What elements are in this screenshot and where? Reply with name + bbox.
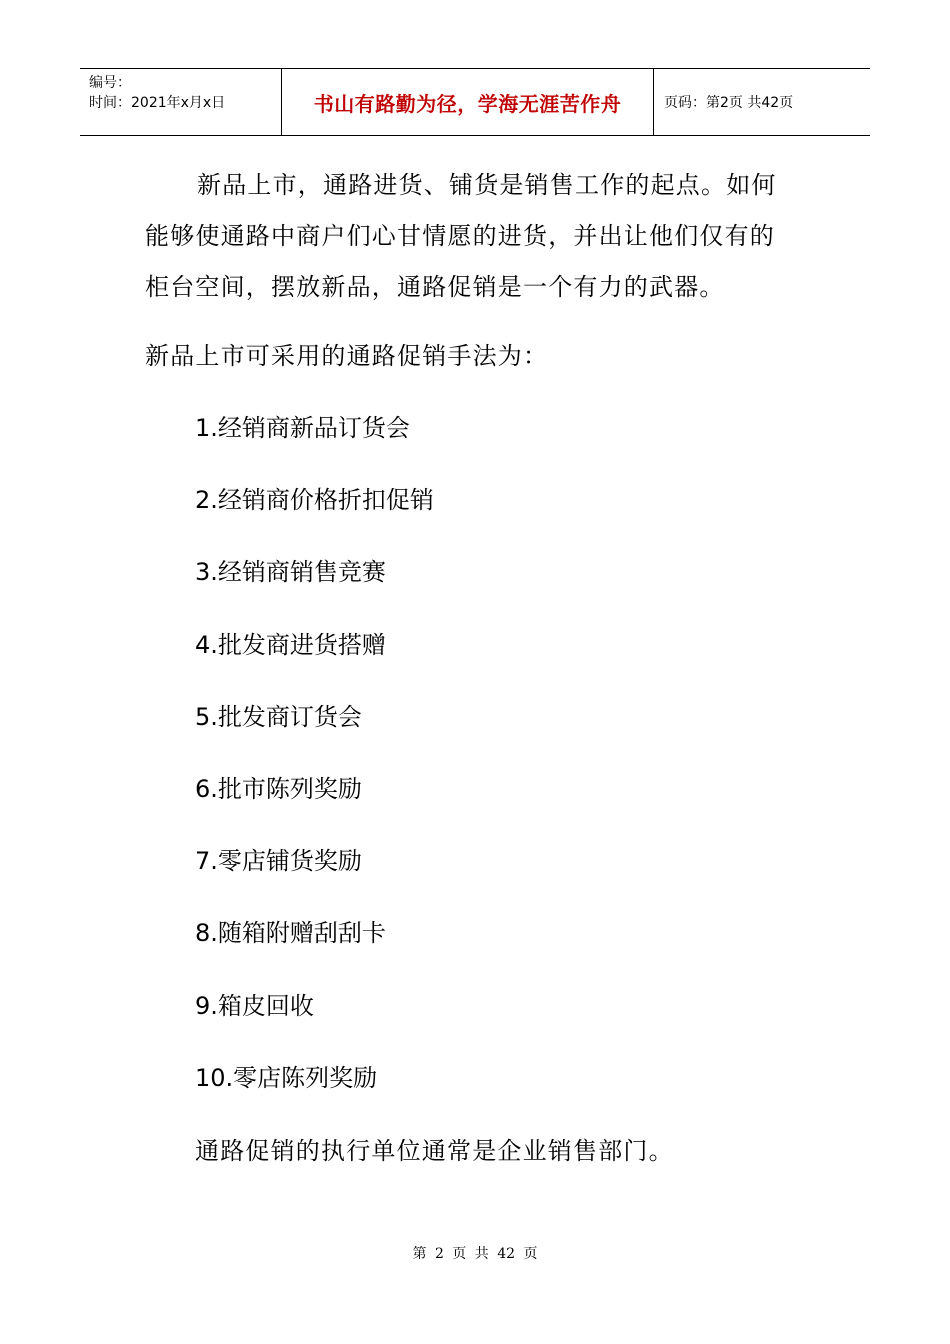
- list-item-number: 4.: [195, 630, 218, 659]
- list-item-text: 零店陈列奖励: [233, 1063, 378, 1092]
- lead-paragraph: [145, 331, 795, 382]
- list-item: [195, 981, 434, 1053]
- header-page-info: 页码：第2页 共42页: [664, 95, 794, 111]
- list-item-number: 7.: [195, 847, 218, 876]
- list-item-text: 批市陈列奖励: [217, 774, 362, 803]
- list-item-text: 批发商进货搭赠: [217, 630, 386, 659]
- intro-paragraph: [145, 160, 795, 313]
- list-item-number: 5.: [195, 702, 218, 731]
- footer-page-number: 第 2 页 共 42 页: [412, 1246, 538, 1262]
- list-item: [195, 403, 434, 475]
- list-item-number: 1.: [195, 414, 218, 442]
- list-item: [195, 620, 434, 692]
- closing-text: 通路促销的执行单位通常是企业销售部门。: [195, 1137, 674, 1165]
- list-item-text: 经销商新品订货会: [217, 414, 410, 442]
- list-item-number: 6.: [195, 774, 218, 803]
- list-item-text: 批发商订货会: [217, 702, 362, 731]
- closing-paragraph: [195, 1126, 674, 1176]
- list-item-number: 9.: [195, 991, 218, 1020]
- promotion-methods-list: [195, 403, 434, 1125]
- lead-text: 新品上市可采用的通路促销手法为：: [145, 342, 549, 370]
- list-item: [195, 692, 434, 764]
- header-motto: 书山有路勤为径，学海无涯苦作舟: [313, 91, 622, 116]
- list-item: [195, 908, 434, 980]
- list-item: [195, 547, 434, 619]
- list-item: [195, 764, 434, 836]
- list-item: [195, 475, 434, 547]
- list-item: [195, 836, 434, 908]
- list-item-number: 8.: [195, 919, 218, 948]
- page-header: [80, 68, 870, 136]
- header-page-cell: [654, 69, 870, 135]
- list-item-text: 箱皮回收: [217, 991, 314, 1020]
- document-number-label: 编号：: [89, 75, 131, 91]
- list-item-text: 经销商价格折扣促销: [217, 486, 434, 515]
- list-item-number: 2.: [195, 486, 218, 515]
- intro-text: 新品上市，通路进货、铺货是销售工作的起点。如何能够使通路中商户们心甘情愿的进货，并出让他们仅有的柜台空间，摆放新品，通路促销是一个有力的武器。: [145, 171, 777, 301]
- header-meta-cell: [80, 69, 282, 135]
- list-item-text: 随箱附赠刮刮卡: [217, 919, 386, 948]
- document-date-label: 时间：2021年x月x日: [89, 95, 226, 111]
- list-item: [195, 1053, 434, 1125]
- list-item-number: 10.: [195, 1063, 234, 1092]
- list-item-number: 3.: [195, 558, 218, 587]
- list-item-text: 零店铺货奖励: [217, 847, 362, 876]
- page-footer: [0, 1244, 950, 1264]
- header-motto-cell: [282, 69, 654, 135]
- list-item-text: 经销商销售竞赛: [217, 558, 386, 587]
